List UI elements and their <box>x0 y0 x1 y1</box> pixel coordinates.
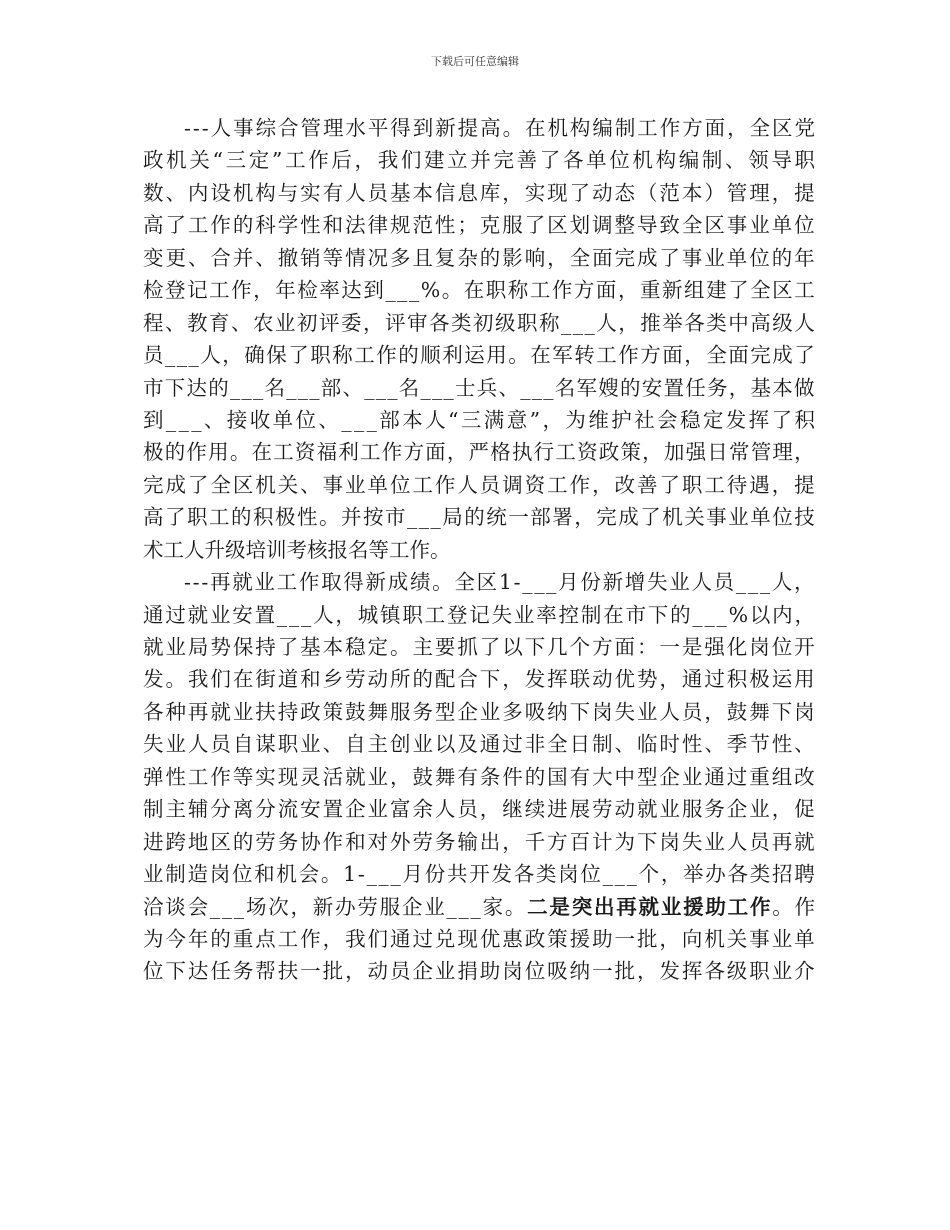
text-line: 为 今 年 的 重 点 工 作 ， 我 们 通 过 兑 现 优 惠 政 策 援 助 一 批 ， 向 机 关 事 业 单 <box>143 926 815 951</box>
text-line: 弹 性 工 作 等 实 现 灵 活 就 业 ， 鼓 舞 有 条 件 的 国 有 大 中 型 企 业 通 过 重 组 改 <box>143 764 815 789</box>
text-line: 洽 谈 会 _ _ _ 场 次 ， 新 办 劳 服 企 业 _ _ _ 家 。 二 是 突 出 再 就 业 援 助 工 作 。 作 <box>143 894 815 919</box>
text-line: 极 的 作 用 。 在 工 资 福 利 工 作 方 面 ， 严 格 执 行 工 资 政 策 ， 加 强 日 常 管 理 ， <box>143 440 815 465</box>
text-line: 就 业 局 势 保 持 了 基 本 稳 定 。 主 要 抓 了 以 下 几 个 方 面 ： 一 是 强 化 岗 位 开 <box>143 635 815 659</box>
text-line: 到 _ _ _ 、 接 收 单 位 、 _ _ _ 部 本 人 “ 三 满 意 ” ， 为 维 护 社 会 稳 定 发 挥 了 积 <box>143 407 815 432</box>
text-line: 进 跨 地 区 的 劳 务 协 作 和 对 外 劳 务 输 出 ， 千 方 百 计 为 下 岗 失 业 人 员 再 就 <box>143 829 815 854</box>
text-line: 检 登 记 工 作 ， 年 检 率 达 到 _ _ _ % 。 在 职 称 工 作 方 面 ， 重 新 组 建 了 全 区 工 <box>143 278 815 303</box>
text-line: 发 。 我 们 在 街 道 和 乡 劳 动 所 的 配 合 下 ， 发 挥 联 动 优 势 ， 通 过 积 极 运 用 <box>143 667 815 692</box>
text-line: 市 下 达 的 _ _ _ 名 _ _ _ 部 、 _ _ _ 名 _ _ _ 士 兵 、 _ _ _ 名 军 嫂 的 安 置 任 务 ， 基 本 做 <box>143 375 815 400</box>
text-line: 政 机 关 “ 三 定 ” 工 作 后 ， 我 们 建 立 并 完 善 了 各 单 位 机 构 编 制 、 领 导 职 <box>143 148 815 173</box>
text-line: 数 、 内 设 机 构 与 实 有 人 员 基 本 信 息 库 ， 实 现 了 动 态 （ 范 本 ） 管 理 ， 提 <box>143 180 815 205</box>
text-line: 业 制 造 岗 位 和 机 会 。 1 - _ _ _ 月 份 共 开 发 各 类 岗 位 _ _ _ 个 ， 举 办 各 类 招 聘 <box>143 862 815 887</box>
text-line: 失 业 人 员 自 谋 职 业 、 自 主 创 业 以 及 通 过 非 全 日 制 、 临 时 性 、 季 节 性 、 <box>143 732 815 757</box>
text-line: 程 、 教 育 、 农 业 初 评 委 ， 评 审 各 类 初 级 职 称 _ _ _ 人 ， 推 举 各 类 中 高 级 人 <box>143 310 815 335</box>
text-line: 高 了 职 工 的 积 极 性 。 并 按 市 _ _ _ 局 的 统 一 部 署 ， 完 成 了 机 关 事 业 单 位 技 <box>143 505 815 530</box>
text-line: 变 更 、 合 并 、 撤 销 等 情 况 多 且 复 杂 的 影 响 ， 全 面 完 成 了 事 业 单 位 的 年 <box>143 245 815 270</box>
text-line: 员 _ _ _ 人 ， 确 保 了 职 称 工 作 的 顺 利 运 用 。 在 军 转 工 作 方 面 ， 全 面 完 成 了 <box>143 343 815 368</box>
text-line: 各 种 再 就 业 扶 持 政 策 鼓 舞 服 务 型 企 业 多 吸 纳 下 岗 失 业 人 员 ， 鼓 舞 下 岗 <box>143 699 815 724</box>
text-line: 通 过 就 业 安 置 _ _ _ 人 ， 城 镇 职 工 登 记 失 业 率 控 制 在 市 下 的 _ _ _ % 以 内 ， <box>143 602 815 627</box>
text-line: 术工人升级培训考核报名等工作。 <box>143 537 451 562</box>
text-line: 完 成 了 全 区 机 关 、 事 业 单 位 工 作 人 员 调 资 工 作 ， 改 善 了 职 工 待 遇 ， 提 <box>143 472 815 497</box>
page-header: 下载后可任意编辑 <box>431 55 519 68</box>
text-line: - - - 人 事 综 合 管 理 水 平 得 到 新 提 高 。 在 机 构 编 制 工 作 方 面 ， 全 区 党 <box>184 116 815 140</box>
text-line: 高 了 工 作 的 科 学 性 和 法 律 规 范 性 ； 克 服 了 区 划 调 整 导 致 全 区 事 业 单 位 <box>143 213 815 238</box>
text-line: - - - 再 就 业 工 作 取 得 新 成 绩 。 全 区 1 - _ _ _ 月 份 新 增 失 业 人 员 _ _ _ 人 ， <box>184 570 815 595</box>
text-line: 制 主 辅 分 离 分 流 安 置 企 业 富 余 人 员 ， 继 续 进 展 劳 动 就 业 服 务 企 业 ， 促 <box>143 797 815 822</box>
document-body <box>143 112 815 988</box>
text-line: 位 下 达 任 务 帮 扶 一 批 ， 动 员 企 业 捐 助 岗 位 吸 纳 一 批 ， 发 挥 各 级 职 业 介 <box>143 959 815 984</box>
